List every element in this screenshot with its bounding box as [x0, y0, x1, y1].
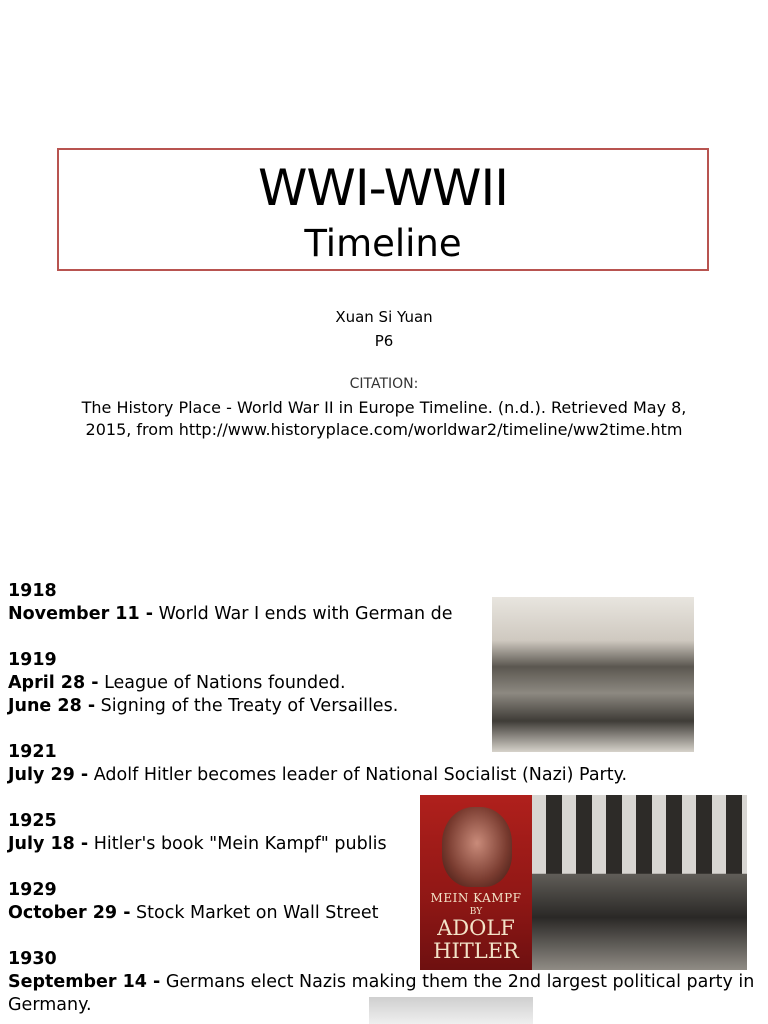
- book-cover-title: MEIN KAMPF: [430, 891, 522, 905]
- author-block: [0, 305, 768, 353]
- timeline-entry: [8, 764, 758, 787]
- entry-date: April 28 -: [8, 673, 99, 693]
- book-cover-author: ADOLF HITLER: [433, 916, 519, 963]
- entry-date: June 28 -: [8, 696, 96, 716]
- entry-text: Hitler's book "Mein Kampf" publis: [88, 834, 387, 854]
- entry-date: July 29 -: [8, 765, 89, 785]
- page-subtitle: Timeline: [304, 222, 462, 265]
- page-title: WWI-WWII: [257, 159, 508, 217]
- timeline-year: 1925: [8, 811, 57, 831]
- timeline-year: 1929: [8, 880, 57, 900]
- timeline-year: 1918: [8, 581, 57, 601]
- timeline-year: 1919: [8, 650, 57, 670]
- entry-date: October 29 -: [8, 903, 131, 923]
- entry-text: World War I ends with German de: [153, 604, 453, 624]
- timeline-year: 1921: [8, 742, 57, 762]
- entry-text: Stock Market on Wall Street: [130, 903, 379, 923]
- title-box: [57, 148, 709, 271]
- author-name: Xuan Si Yuan: [335, 308, 433, 326]
- mein-kampf-cover-image: [420, 795, 532, 970]
- entry-date: November 11 -: [8, 604, 154, 624]
- partial-photo: [369, 997, 533, 1024]
- entry-text: Adolf Hitler becomes leader of National Socialist (Nazi) Party.: [88, 765, 628, 785]
- entry-date: July 18 -: [8, 834, 89, 854]
- treaty-of-versailles-photo: [492, 597, 694, 752]
- entry-text: Signing of the Treaty of Versailles.: [95, 696, 399, 716]
- author-period: P6: [374, 332, 394, 350]
- entry-text: Germans elect Nazis making them the 2nd largest political party in Germany.: [8, 972, 755, 1015]
- citation-text: The History Place - World War II in Europe Timeline. (n.d.). Retrieved May 8, 2015, from http://www.historyplace.com/worldwar2/timeline/ww2time.htm: [81, 398, 687, 439]
- wall-street-crowd-photo: [532, 795, 747, 970]
- citation-label: CITATION:: [349, 376, 419, 392]
- timeline-year: 1930: [8, 949, 57, 969]
- entry-text: League of Nations founded.: [98, 673, 346, 693]
- portrait-image: [442, 807, 512, 887]
- book-cover-by: BY: [469, 907, 483, 917]
- entry-date: September 14 -: [8, 972, 161, 992]
